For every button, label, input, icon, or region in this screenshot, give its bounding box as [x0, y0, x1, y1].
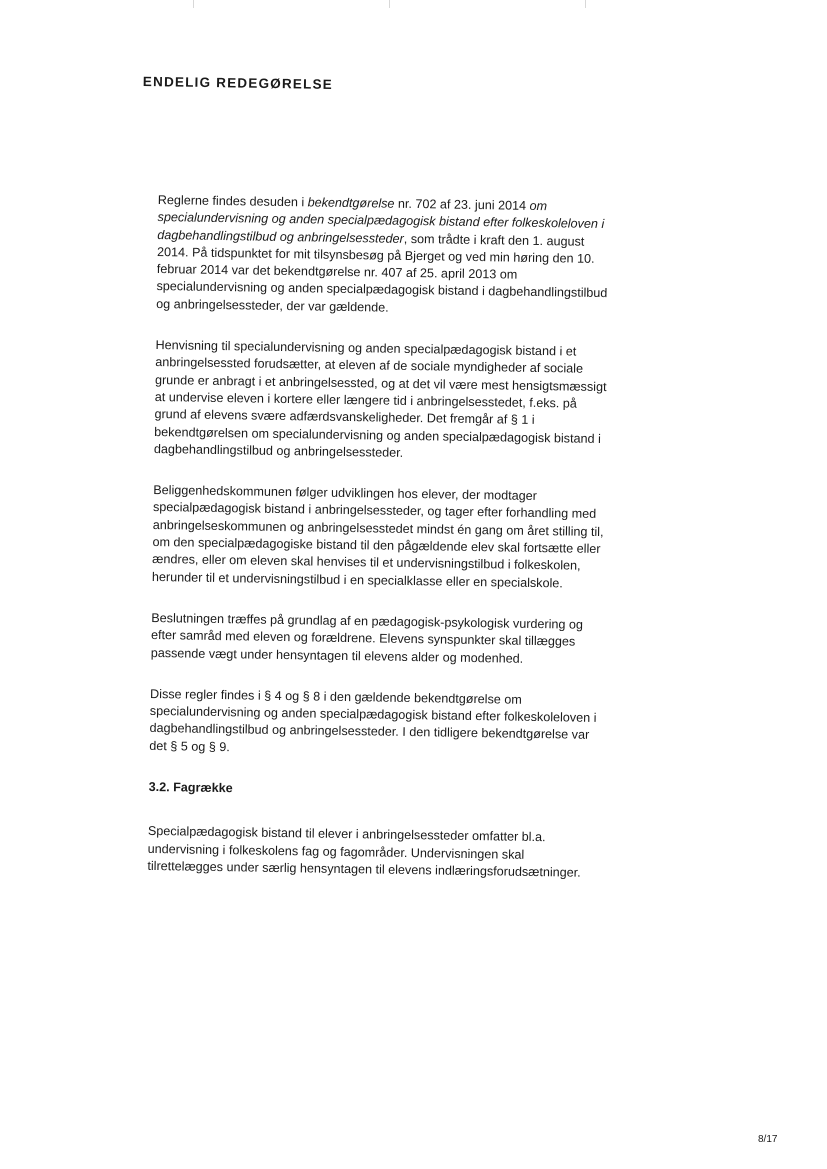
- paragraph: [156, 192, 613, 320]
- text-run: , som trådte i kraft den 1. august 2014. På tidspunktet for mit tilsynsbesøg på Bjerget og ved min høring den 10. februar 2014 var det bekendtgørelse nr. 407 af 25. april 2013 om specialundervisning og anden specialpædagogisk bistand i dagbehandlingstilbud og anbringelsessteder, der var gældende.: [156, 231, 608, 315]
- document-header: ENDELIG REDEGØRELSE: [142, 74, 334, 92]
- scan-mark: [585, 0, 586, 8]
- text-run: Henvisning til specialundervisning og anden specialpædagogisk bistand i et anbringelsessted forudsætter, at eleven af de sociale myndigheder af sociale grunde er anbragt i et anbringelsessted, og at det vil være mest hensigtsmæssigt at undervise eleven i kortere eller længere tid i anbringelsesstedet, f.eks. på grund af elevens svære adfærdsvanskeligheder. Det fremgår af § 1 i bekendtgørelsen om specialundervisning og anden specialpædagogisk bistand i dagbehandlingstilbud og anbringelsessteder.: [153, 338, 607, 460]
- document-body: [147, 192, 613, 906]
- scan-mark: [389, 0, 390, 8]
- page-number: 8/17: [758, 1134, 778, 1145]
- text-run: Specialpædagogisk bistand til elever i anbringelsessteder omfatter bl.a. undervisning i folkeskolens fag og fagområder. Undervisningen skal tilrettelægges under særlig hensyntagen til elevens indlæringsforudsætninger.: [147, 824, 581, 880]
- paragraph: [147, 823, 603, 882]
- text-run: nr. 702 af 23. juni 2014: [394, 196, 530, 213]
- text-run: Beliggenhedskommunen følger udviklingen hos elever, der modtager specialpædagogisk bistand i anbringelsessteder, og tager efter forhandling med anbringelseskommunen og anbringelsesstedet mindst én gang om året stilling til, om den specialpædagogiske bistand til den pågældende elev skal fortsætte eller ændres, eller om eleven skal henvises til et undervisningstilbud i folkeskolen, herunder til et undervisningstilbud i en specialklasse eller en specialskole.: [151, 483, 604, 591]
- italic-text-run: bekendtgørelse: [307, 195, 395, 211]
- text-run: Disse regler findes i § 4 og § 8 i den gældende bekendtgørelse om specialundervisning og anden specialpædagogisk bistand efter folkeskoleloven i dagbehandlingstilbud og anbringelsessteder. I den tidligere bekendtgørelse var det § 5 og § 9.: [149, 686, 597, 754]
- section-heading: 3.2. Fagrække: [148, 779, 233, 796]
- paragraph: [151, 610, 607, 669]
- paragraph: [149, 686, 605, 762]
- scan-mark: [193, 0, 194, 8]
- italic-text-run: om specialundervisning og anden specialpædagogisk bistand efter folkeskoleloven i dagbehandlingstilbud og anbringelsessteder: [157, 198, 605, 246]
- paragraph: [154, 337, 611, 465]
- text-run: Reglerne findes desuden i: [157, 192, 308, 210]
- paragraph: [152, 482, 609, 593]
- text-run: Beslutningen træffes på grundlag af en pædagogisk-psykologisk vurdering og efter samråd med eleven og forældrene. Elevens synspunkter skal tillægges passende vægt under hensyntagen til elevens alder og modenhed.: [150, 610, 584, 666]
